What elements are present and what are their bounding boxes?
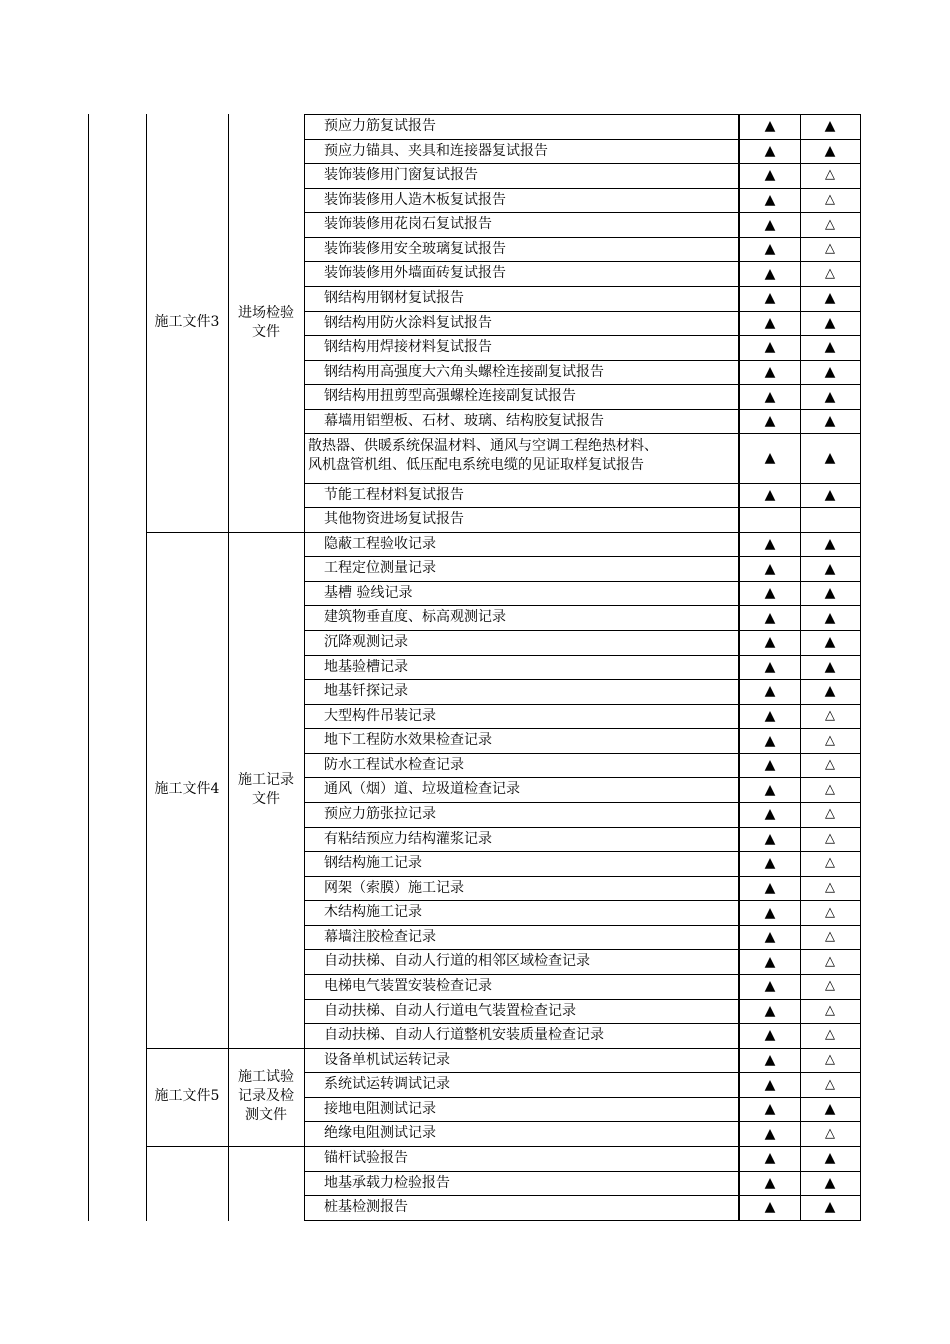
category-text: 进场检验文件: [238, 304, 294, 340]
row-border: [304, 949, 860, 950]
mark-col-a: ▲: [764, 118, 776, 135]
row-border: [304, 335, 860, 336]
mark-col-a: ▲: [764, 314, 776, 331]
mark-col-b: ▲: [824, 1101, 836, 1118]
mark-col-b: ▲: [824, 609, 836, 626]
item-label: 电梯电气装置安装检查记录: [324, 977, 492, 994]
mark-col-a: ▲: [764, 216, 776, 233]
item-label: 装饰装修用人造木板复试报告: [324, 191, 506, 208]
group-name: [146, 1146, 228, 1220]
mark-col-a: ▲: [764, 449, 776, 466]
col3-border: [304, 114, 305, 1221]
mark-col-a: ▲: [764, 560, 776, 577]
row-border: [304, 630, 860, 631]
group-name: 施工文件3: [154, 314, 220, 331]
mark-col-a: ▲: [764, 241, 776, 258]
item-label: 钢结构施工记录: [324, 855, 422, 872]
mark-col-a: ▲: [764, 806, 776, 823]
mark-col-a: ▲: [764, 707, 776, 724]
item-label: 装饰装修用安全玻璃复试报告: [324, 240, 506, 257]
row-border: [304, 1072, 860, 1073]
mark-col-b: △: [825, 707, 835, 723]
group-category: [228, 532, 304, 1048]
category-text: 施工记录文件: [238, 771, 294, 807]
item-label: 桩基检测报告: [324, 1199, 408, 1216]
row-border: [304, 876, 860, 877]
mark-col-b: ▲: [824, 535, 836, 552]
item-label-line2: 风机盘管机组、低压配电系统电缆的见证取样复试报告: [308, 457, 644, 474]
row-border: [304, 704, 860, 705]
mark-col-a: ▲: [764, 1125, 776, 1142]
mark-col-b: △: [825, 904, 835, 920]
mark-col-b: △: [825, 953, 835, 969]
mark-col-a: ▲: [764, 953, 776, 970]
mark-col-a: ▲: [764, 388, 776, 405]
table-top-border: [304, 114, 860, 115]
mark-col-b: △: [825, 757, 835, 773]
mark-col-a: ▲: [764, 634, 776, 651]
mark-col-a: ▲: [764, 413, 776, 430]
mark-col-a: ▲: [764, 265, 776, 282]
group-name: 施工文件4: [154, 781, 220, 798]
row-border: [304, 1121, 860, 1122]
mark-col-b: ▲: [824, 585, 836, 602]
mark-col-a: ▲: [764, 732, 776, 749]
item-label: 接地电阻测试记录: [324, 1100, 436, 1117]
item-label: 其他物资进场复试报告: [324, 511, 464, 528]
row-border: [304, 802, 860, 803]
item-label: 自动扶梯、自动人行道整机安装质量检查记录: [324, 1027, 604, 1044]
mark-col-a: ▲: [764, 290, 776, 307]
row-border: [304, 139, 860, 140]
item-label: 工程定位测量记录: [324, 560, 436, 577]
category-line: 施工试验: [238, 1069, 294, 1086]
row-border: [304, 212, 860, 213]
mark-col-b: △: [825, 241, 835, 257]
item-label: 钢结构用焊接材料复试报告: [324, 339, 492, 356]
item-label: 装饰装修用门窗复试报告: [324, 167, 478, 184]
item-label: 设备单机试运转记录: [324, 1051, 450, 1068]
mark-col-a: ▲: [764, 535, 776, 552]
item-label: 节能工程材料复试报告: [324, 486, 464, 503]
mark-col-a: ▲: [764, 609, 776, 626]
item-label: 系统试运转调试记录: [324, 1076, 450, 1093]
item-label: 基槽 验线记录: [324, 584, 413, 601]
row-border: [304, 286, 860, 287]
row-border: [304, 851, 860, 852]
right-border: [860, 114, 861, 1221]
mark-col-a: ▲: [764, 1027, 776, 1044]
mark-col-b: ▲: [824, 388, 836, 405]
row-border: [304, 507, 860, 508]
row-border: [304, 163, 860, 164]
item-label: 有粘结预应力结构灌浆记录: [324, 830, 492, 847]
item-label: 自动扶梯、自动人行道电气装置检查记录: [324, 1002, 576, 1019]
archive-table: [88, 114, 860, 1221]
item-label: 防水工程试水检查记录: [324, 756, 464, 773]
item-label: 幕墙注胶检查记录: [324, 928, 436, 945]
item-label: 地基承载力检验报告: [324, 1174, 450, 1191]
item-label: 沉降观测记录: [324, 633, 408, 650]
mark-col-b: ▲: [824, 290, 836, 307]
row-border: [304, 900, 860, 901]
row-border: [304, 237, 860, 238]
mark-col-b: ▲: [824, 413, 836, 430]
group-category: [228, 114, 304, 532]
mark-col-b: ▲: [824, 683, 836, 700]
mark-col-a: ▲: [764, 1076, 776, 1093]
mark-col-a: ▲: [764, 904, 776, 921]
mark-col-a: ▲: [764, 978, 776, 995]
mark-col-b: △: [825, 1076, 835, 1092]
row-border: [304, 1195, 860, 1196]
mark-col-b: ▲: [824, 658, 836, 675]
mark-col-b: △: [825, 1051, 835, 1067]
item-label: 大型构件吊装记录: [324, 707, 436, 724]
row-border: [304, 1023, 860, 1024]
item-label: 钢结构用扭剪型高强螺栓连接副复试报告: [324, 388, 576, 405]
item-label: 绝缘电阻测试记录: [324, 1125, 436, 1142]
item-label: 地基钎探记录: [324, 683, 408, 700]
item-label: 自动扶梯、自动人行道的相邻区域检查记录: [324, 953, 590, 970]
group-category: [228, 1048, 304, 1146]
mark-col-a: ▲: [764, 658, 776, 675]
group-category: [228, 1146, 304, 1220]
group-name: 施工文件5: [154, 1088, 220, 1105]
row-border: [304, 409, 860, 410]
mark-col-a: ▲: [764, 879, 776, 896]
mark-col-b: △: [825, 1002, 835, 1018]
row-border: [304, 925, 860, 926]
row-border: [304, 753, 860, 754]
mark-col-b: △: [825, 781, 835, 797]
mark-col-b: ▲: [824, 1150, 836, 1167]
category-line: 测文件: [245, 1107, 287, 1124]
mark-col-a: ▲: [764, 1199, 776, 1216]
row-border: [304, 827, 860, 828]
mark-col-b: △: [825, 265, 835, 281]
mark-col-a: ▲: [764, 855, 776, 872]
mark-col-a: ▲: [764, 191, 776, 208]
mark-col-a: ▲: [764, 683, 776, 700]
item-label: 网架（索膜）施工记录: [324, 879, 464, 896]
item-label: 地基验槽记录: [324, 658, 408, 675]
mark-col-a: ▲: [764, 1150, 776, 1167]
row-border: [304, 188, 860, 189]
row-border: [304, 581, 860, 582]
item-label: 通风（烟）道、垃圾道检查记录: [324, 781, 520, 798]
mark-col-b: △: [825, 732, 835, 748]
item-label: 建筑物垂直度、标高观测记录: [324, 609, 506, 626]
row-border: [304, 1097, 860, 1098]
mark-col-b: △: [825, 216, 835, 232]
mark-col-a: ▲: [764, 1051, 776, 1068]
row-border: [304, 360, 860, 361]
mark-col-b: ▲: [824, 363, 836, 380]
item-label: 钢结构用钢材复试报告: [324, 289, 464, 306]
item-label: 幕墙用铝塑板、石材、玻璃、结构胶复试报告: [324, 412, 604, 429]
item-label: 钢结构用防火涂料复试报告: [324, 314, 492, 331]
mark-col-a: ▲: [764, 1002, 776, 1019]
mark-col-b: △: [825, 830, 835, 846]
item-label: 装饰装修用外墙面砖复试报告: [324, 265, 506, 282]
mark-col-a: ▲: [764, 757, 776, 774]
mark-col-a: ▲: [764, 339, 776, 356]
mark-col-a: ▲: [764, 167, 776, 184]
mark-col-a: ▲: [764, 929, 776, 946]
left-border: [88, 114, 89, 1221]
row-border: [304, 974, 860, 975]
item-label: 预应力锚具、夹具和连接器复试报告: [324, 142, 548, 159]
mark-col-a: ▲: [764, 585, 776, 602]
row-border: [304, 433, 860, 434]
item-label: 散热器、供暖系统保温材料、通风与空调工程绝热材料、: [308, 438, 658, 455]
row-border: [304, 261, 860, 262]
row-border: [304, 777, 860, 778]
row-border: [304, 556, 860, 557]
mark-col-b: △: [825, 1125, 835, 1141]
mark-col-a: ▲: [764, 1101, 776, 1118]
mark-col-b: △: [825, 929, 835, 945]
item-label: 预应力筋张拉记录: [324, 805, 436, 822]
mark-col-b: ▲: [824, 560, 836, 577]
mark-col-b: ▲: [824, 1174, 836, 1191]
mark-col-b: △: [825, 191, 835, 207]
item-label: 隐蔽工程验收记录: [324, 535, 436, 552]
mark-col-b: ▲: [824, 486, 836, 503]
item-label: 装饰装修用花岗石复试报告: [324, 216, 492, 233]
mark-col-a: ▲: [764, 781, 776, 798]
row-border: [304, 1220, 860, 1221]
mark-col-b: △: [825, 978, 835, 994]
mark-col-a: ▲: [764, 830, 776, 847]
mark-col-b: ▲: [824, 449, 836, 466]
mark-col-b: ▲: [824, 634, 836, 651]
row-border: [304, 483, 860, 484]
item-label: 钢结构用高强度大六角头螺栓连接副复试报告: [324, 363, 604, 380]
mark-col-b: △: [825, 855, 835, 871]
mark-col-b: ▲: [824, 118, 836, 135]
mark-col-b: △: [825, 879, 835, 895]
mark-col-b: ▲: [824, 142, 836, 159]
item-label: 锚杆试验报告: [324, 1149, 408, 1166]
row-border: [304, 605, 860, 606]
row-border: [304, 311, 860, 312]
mark-col-b: △: [825, 1027, 835, 1043]
item-label: 地下工程防水效果检查记录: [324, 732, 492, 749]
mark-col-b: ▲: [824, 314, 836, 331]
category-line: 记录及检: [238, 1088, 294, 1105]
item-label: 预应力筋复试报告: [324, 118, 436, 134]
row-border: [304, 1171, 860, 1172]
row-border: [304, 655, 860, 656]
mark-col-b: ▲: [824, 339, 836, 356]
mark-col-a: ▲: [764, 1174, 776, 1191]
mark-col-b: ▲: [824, 1199, 836, 1216]
mark-col-a: ▲: [764, 363, 776, 380]
mark-col-a: ▲: [764, 486, 776, 503]
mark-col-b: △: [825, 167, 835, 183]
row-border: [304, 384, 860, 385]
item-label: 木结构施工记录: [324, 904, 422, 921]
row-border: [304, 728, 860, 729]
mark-col-b: △: [825, 806, 835, 822]
row-border: [304, 999, 860, 1000]
row-border: [304, 679, 860, 680]
mark-col-a: ▲: [764, 142, 776, 159]
